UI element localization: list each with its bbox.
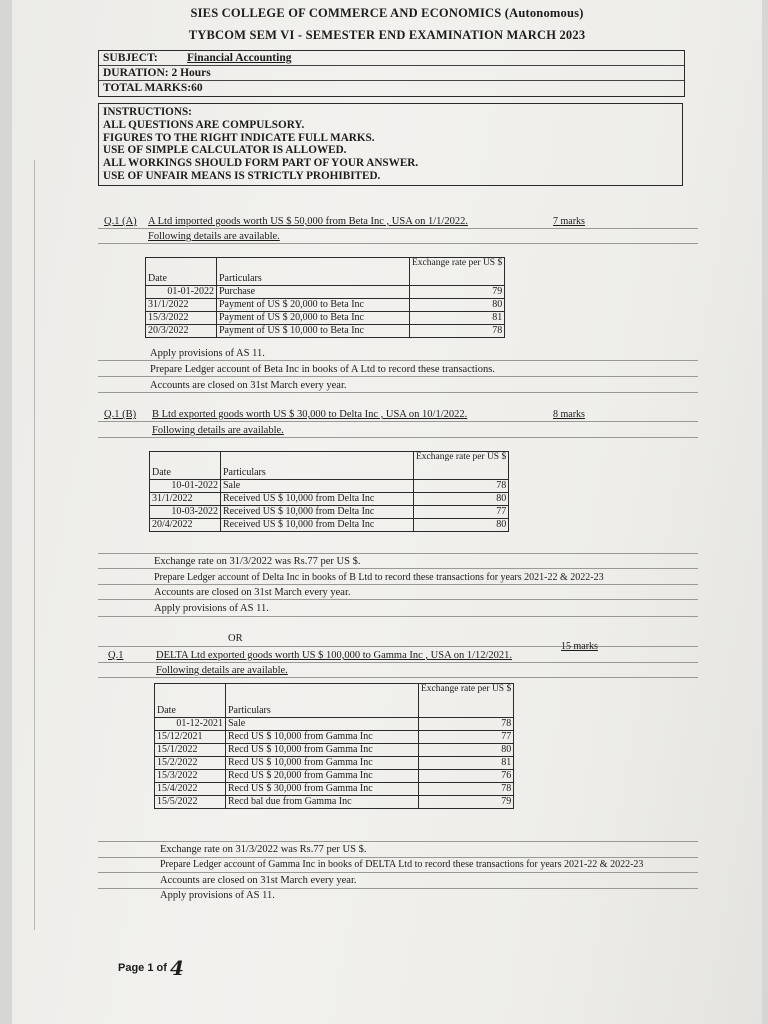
table-row: 15/4/2022 Recd US $ 30,000 from Gamma Inc 78 xyxy=(155,783,514,796)
table-row: 15/1/2022 Recd US $ 10,000 from Gamma Inc 80 xyxy=(155,744,514,757)
table-row: 10-01-2022 Sale 78 xyxy=(150,480,509,493)
following-details: Following details are available. xyxy=(156,665,288,676)
page-prefix: Page 1 of xyxy=(118,962,167,974)
col-rate: Exchange rate per US $ xyxy=(419,684,514,718)
instruction-item: USE OF SIMPLE CALCULATOR IS ALLOWED. xyxy=(103,144,347,157)
question-number: Q.1 (B) xyxy=(104,409,137,420)
rule-line xyxy=(98,599,698,600)
exchange-table-q1a xyxy=(145,257,505,338)
table-row: 15/2/2022 Recd US $ 10,000 from Gamma Inc 81 xyxy=(155,757,514,770)
table-row: 15/3/2022 Recd US $ 20,000 from Gamma Inc 76 xyxy=(155,770,514,783)
table-row: 31/1/2022 Payment of US $ 20,000 to Beta Inc 80 xyxy=(146,299,505,312)
table-row: 20/3/2022 Payment of US $ 10,000 to Beta Inc 78 xyxy=(146,325,505,338)
following-details: Following details are available. xyxy=(152,425,284,436)
note-line: Accounts are closed on 31st March every year. xyxy=(154,587,351,598)
table-row: 31/1/2022 Received US $ 10,000 from Delta Inc 80 xyxy=(150,493,509,506)
exchange-table-q1b xyxy=(149,451,509,532)
exam-title: TYBCOM SEM VI - SEMESTER END EXAMINATION MARCH 2023 xyxy=(188,28,586,42)
duration-row: DURATION: 2 Hours xyxy=(99,66,684,81)
rule-line xyxy=(98,360,698,361)
margin-line xyxy=(34,160,35,930)
table-row: 01-12-2021 Sale 78 xyxy=(155,718,514,731)
col-particulars: Particulars xyxy=(221,452,414,480)
rule-line xyxy=(98,857,698,858)
subject-value: Financial Accounting xyxy=(187,52,292,64)
rule-line xyxy=(98,662,698,663)
page-total-handwritten: 4 xyxy=(169,956,184,980)
note-line: Exchange rate on 31/3/2022 was Rs.77 per US $. xyxy=(160,844,367,855)
instruction-item: FIGURES TO THE RIGHT INDICATE FULL MARKS. xyxy=(103,131,375,144)
question-intro: DELTA Ltd exported goods worth US $ 100,000 to Gamma Inc , USA on 1/12/2021. xyxy=(156,650,513,661)
question-marks: 7 marks xyxy=(553,216,585,227)
question-intro: A Ltd imported goods worth US $ 50,000 from Beta Inc , USA on 1/1/2022. xyxy=(148,216,468,227)
rule-line xyxy=(98,616,698,617)
subject-row xyxy=(99,51,684,66)
note-line: Apply provisions of AS 11. xyxy=(150,348,265,359)
table-row: 15/3/2022 Payment of US $ 20,000 to Beta Inc 81 xyxy=(146,312,505,325)
rule-line xyxy=(98,872,698,873)
page-number xyxy=(118,956,184,980)
note-line: Prepare Ledger account of Gamma Inc in books of DELTA Ltd to record these transactions for years 2021-22 & 2022-23 xyxy=(160,859,644,870)
col-particulars: Particulars xyxy=(226,684,419,718)
question-marks: 15 marks xyxy=(561,641,598,652)
instruction-item: USE OF UNFAIR MEANS IS STRICTLY PROHIBITED. xyxy=(103,169,381,182)
col-date: Date xyxy=(146,258,217,286)
rule-line xyxy=(98,392,698,393)
table-row: 15/12/2021 Recd US $ 10,000 from Gamma Inc 77 xyxy=(155,731,514,744)
rule-line xyxy=(98,677,698,678)
note-line: Apply provisions of AS 11. xyxy=(160,890,275,901)
instructions-heading: INSTRUCTIONS: xyxy=(103,106,192,118)
note-line: Apply provisions of AS 11. xyxy=(154,603,269,614)
rule-line xyxy=(98,243,698,244)
instruction-item: ALL WORKINGS SHOULD FORM PART OF YOUR ANSWER. xyxy=(103,157,419,170)
note-line: Prepare Ledger account of Beta Inc in books of A Ltd to record these transactions. xyxy=(150,364,495,375)
rule-line xyxy=(98,841,698,842)
col-particulars: Particulars xyxy=(217,258,410,286)
note-line: Exchange rate on 31/3/2022 was Rs.77 per US $. xyxy=(154,556,361,567)
rule-line xyxy=(98,888,698,889)
question-number: Q.1 xyxy=(108,650,124,661)
note-line: Prepare Ledger account of Delta Inc in books of B Ltd to record these transactions for years 2021-22 & 2022-23 xyxy=(154,572,604,583)
rule-line xyxy=(98,568,698,569)
col-rate: Exchange rate per US $ xyxy=(410,258,505,286)
table-row: 01-01-2022 Purchase 79 xyxy=(146,286,505,299)
question-marks: 8 marks xyxy=(553,409,585,420)
instruction-item: ALL QUESTIONS ARE COMPULSORY. xyxy=(103,118,305,131)
rule-line xyxy=(98,646,698,647)
exchange-table-q1c xyxy=(154,683,514,809)
note-line: Accounts are closed on 31st March every year. xyxy=(150,380,347,391)
exam-paper-page xyxy=(12,0,762,1024)
rule-line xyxy=(98,553,698,554)
col-date: Date xyxy=(150,452,221,480)
table-row: 10-03-2022 Received US $ 10,000 from Delta Inc 77 xyxy=(150,506,509,519)
subject-label: SUBJECT: xyxy=(103,52,158,64)
rule-line xyxy=(98,437,698,438)
col-rate: Exchange rate per US $ xyxy=(414,452,509,480)
rule-line xyxy=(98,228,698,229)
rule-line xyxy=(98,376,698,377)
instructions-box xyxy=(98,103,683,186)
rule-line xyxy=(98,584,698,585)
college-title: SIES COLLEGE OF COMMERCE AND ECONOMICS (Autonomous) xyxy=(190,6,584,20)
question-number: Q.1 (A) xyxy=(104,216,137,227)
question-intro: B Ltd exported goods worth US $ 30,000 to Delta Inc , USA on 10/1/2022. xyxy=(152,409,468,420)
exam-info-box xyxy=(98,50,685,97)
or-label: OR xyxy=(228,633,243,644)
note-line: Accounts are closed on 31st March every year. xyxy=(160,875,357,886)
table-row: 20/4/2022 Received US $ 10,000 from Delta Inc 80 xyxy=(150,519,509,532)
col-date: Date xyxy=(155,684,226,718)
following-details: Following details are available. xyxy=(148,231,280,242)
table-row: 15/5/2022 Recd bal due from Gamma Inc 79 xyxy=(155,796,514,809)
rule-line xyxy=(98,421,698,422)
total-marks-row: TOTAL MARKS:60 xyxy=(103,82,203,94)
